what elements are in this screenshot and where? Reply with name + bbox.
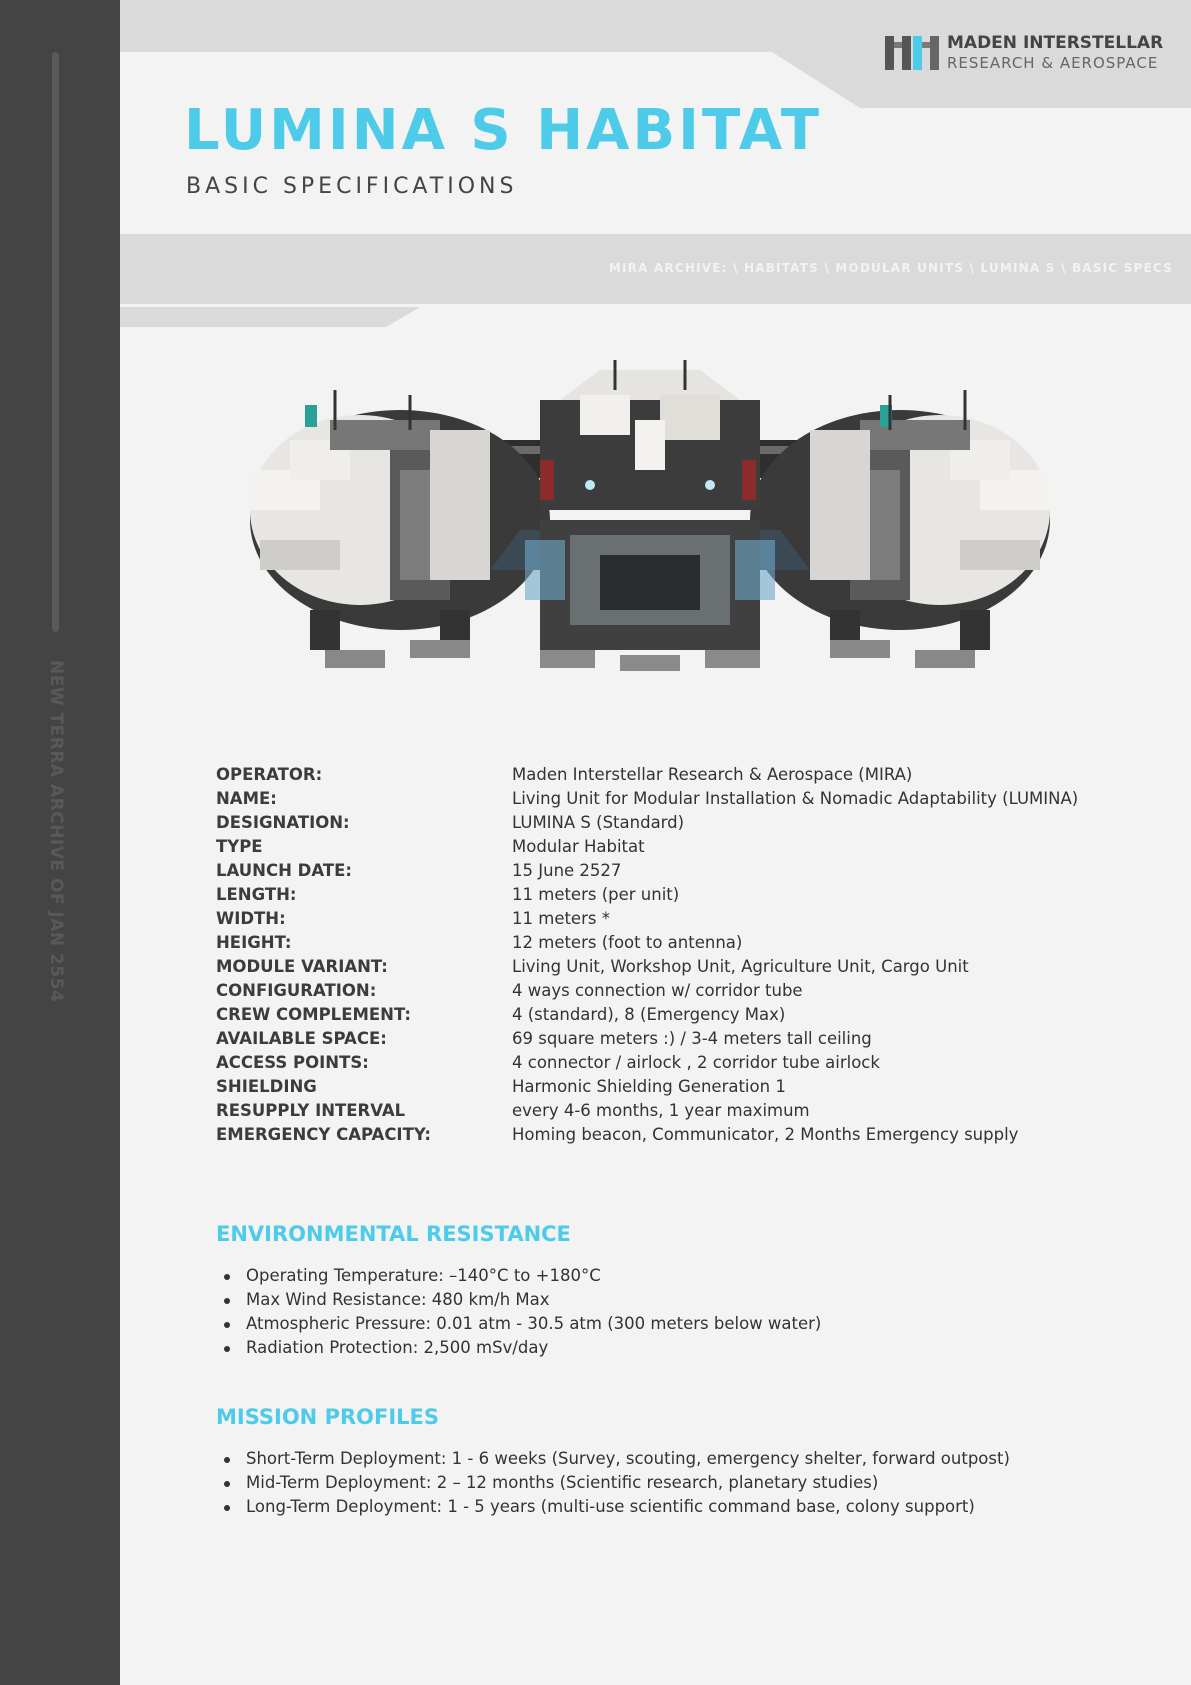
spec-value: 69 square meters :) / 3-4 meters tall ceiling	[512, 1029, 872, 1048]
spec-value: 11 meters *	[512, 909, 610, 928]
spec-label: SHIELDING	[216, 1077, 317, 1096]
breadcrumb: MIRA ARCHIVE: \ HABITATS \ MODULAR UNITS \ LUMINA S \ BASIC SPECS	[608, 261, 1173, 275]
spec-value: LUMINA S (Standard)	[512, 813, 685, 832]
list-item: Mid-Term Deployment: 2 – 12 months (Scientific research, planetary studies)	[222, 1471, 1010, 1495]
spec-label: LAUNCH DATE:	[216, 861, 352, 880]
spec-value: 11 meters (per unit)	[512, 885, 680, 904]
list-item: Operating Temperature: –140°C to +180°C	[222, 1264, 821, 1288]
spec-row	[216, 1099, 1136, 1123]
spec-row	[216, 955, 1136, 979]
spec-row	[216, 859, 1136, 883]
spec-row	[216, 979, 1136, 1003]
spec-label: LENGTH:	[216, 885, 297, 904]
spec-label: OPERATOR:	[216, 765, 323, 784]
spec-table	[216, 763, 1136, 1147]
spec-row	[216, 835, 1136, 859]
spec-label: TYPE	[216, 837, 263, 856]
spec-value: Homing beacon, Communicator, 2 Months Emergency supply	[512, 1125, 1019, 1144]
spec-value: Harmonic Shielding Generation 1	[512, 1077, 786, 1096]
list-item: Short-Term Deployment: 1 - 6 weeks (Survey, scouting, emergency shelter, forward outpost)	[222, 1447, 1010, 1471]
list-item: Atmospheric Pressure: 0.01 atm - 30.5 atm (300 meters below water)	[222, 1312, 821, 1336]
spec-value: Modular Habitat	[512, 837, 645, 856]
spec-value: every 4-6 months, 1 year maximum	[512, 1101, 810, 1120]
spec-label: WIDTH:	[216, 909, 286, 928]
list-item: Long-Term Deployment: 1 - 5 years (multi-use scientific command base, colony support)	[222, 1495, 1010, 1519]
brand-name: MADEN INTERSTELLAR	[947, 33, 1164, 53]
spec-label: NAME:	[216, 789, 277, 808]
spec-value: 4 (standard), 8 (Emergency Max)	[512, 1005, 786, 1024]
spec-value: 4 connector / airlock , 2 corridor tube airlock	[512, 1053, 880, 1072]
spec-value: 12 meters (foot to antenna)	[512, 933, 743, 952]
spec-value: Living Unit, Workshop Unit, Agriculture Unit, Cargo Unit	[512, 957, 969, 976]
spec-row	[216, 1003, 1136, 1027]
spec-row	[216, 1027, 1136, 1051]
sidebar-scroll-bar	[52, 52, 59, 632]
archive-label: NEW TERRA ARCHIVE OF JAN 2554	[46, 660, 66, 1003]
spec-label: DESIGNATION:	[216, 813, 350, 832]
spec-label: ACCESS POINTS:	[216, 1053, 369, 1072]
spec-row	[216, 787, 1136, 811]
spec-value: Maden Interstellar Research & Aerospace (MIRA)	[512, 765, 913, 784]
breadcrumb-band	[120, 234, 1191, 304]
spec-value: Living Unit for Modular Installation & Nomadic Adaptability (LUMINA)	[512, 789, 1079, 808]
spec-row	[216, 883, 1136, 907]
spec-label: HEIGHT:	[216, 933, 292, 952]
spec-row	[216, 1051, 1136, 1075]
spec-label: CREW COMPLEMENT:	[216, 1005, 411, 1024]
spec-label: EMERGENCY CAPACITY:	[216, 1125, 431, 1144]
spec-label: MODULE VARIANT:	[216, 957, 388, 976]
accent-strip	[120, 307, 420, 329]
page-title: LUMINA S HABITAT	[184, 98, 823, 163]
spec-row	[216, 931, 1136, 955]
sidebar	[0, 0, 120, 1685]
spec-label: RESUPPLY INTERVAL	[216, 1101, 406, 1120]
spec-row	[216, 811, 1136, 835]
spec-value: 4 ways connection w/ corridor tube	[512, 981, 803, 1000]
spec-label: AVAILABLE SPACE:	[216, 1029, 387, 1048]
list-item: Max Wind Resistance: 480 km/h Max	[222, 1288, 821, 1312]
page-subtitle: BASIC SPECIFICATIONS	[186, 174, 518, 199]
habitat-render-image	[240, 360, 1060, 710]
list-item: Radiation Protection: 2,500 mSv/day	[222, 1336, 821, 1360]
spec-label: CONFIGURATION:	[216, 981, 377, 1000]
spec-row	[216, 763, 1136, 787]
environmental-resistance-heading: ENVIRONMENTAL RESISTANCE	[216, 1222, 571, 1246]
spec-value: 15 June 2527	[512, 861, 622, 880]
spec-row	[216, 1075, 1136, 1099]
brand-tagline: RESEARCH & AEROSPACE	[947, 54, 1159, 72]
mission-list	[222, 1447, 1010, 1519]
mission-profiles-heading: MISSION PROFILES	[216, 1405, 439, 1429]
environmental-list	[222, 1264, 821, 1360]
spec-row	[216, 1123, 1136, 1147]
spec-row	[216, 907, 1136, 931]
